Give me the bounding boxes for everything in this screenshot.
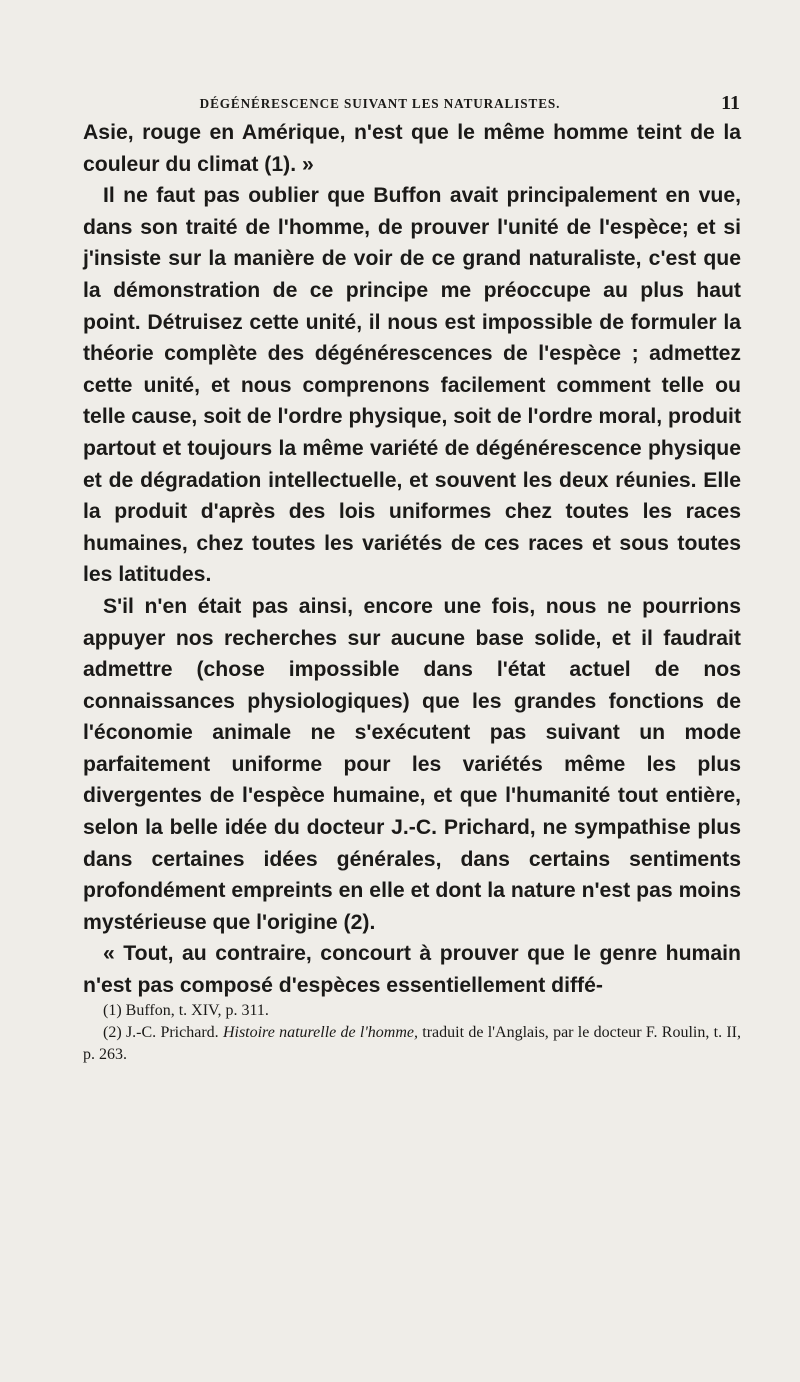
paragraph-continuation: Asie, rouge en Amérique, n'est que le même homme teint de la couleur du climat (1). » [83, 121, 741, 176]
footnote-text: Buffon, t. XIV, p. 311. [125, 1002, 269, 1019]
main-text [83, 117, 741, 1002]
footnote-marker: (2) [103, 1024, 122, 1041]
footnote-author: J.-C. Prichard. [125, 1024, 219, 1041]
paragraph-prichard: S'il n'en était pas ainsi, encore une fois, nous ne pourrions appuyer nos recherches sur aucune base solide, et il faudrait admettre (chose impossible dans l'état actuel de nos connaissances physiologiques) que les grandes fonctions de l'économie animale ne s'exécutent pas suivant un mode parfaitement uniforme pour les variétés même les plus divergentes de l'espèce humaine, et que l'humanité tout entière, selon la belle idée du docteur J.-C. Prichard, ne sympathise plus dans certaines idées générales, dans certains sentiments profondément empreints en elle et dont la nature n'est pas moins mystérieuse que l'origine (2). [83, 594, 741, 934]
footnote-1 [83, 1000, 741, 1022]
footnote-citation: traduit de l'Anglais, par le docteur F. Roulin, t. II, p. 263. [83, 1024, 741, 1063]
paragraph-buffon-unity: Il ne faut pas oublier que Buffon avait principalement en vue, dans son traité de l'homme, de prouver l'unité de l'espèce; et si j'insiste sur la manière de voir de ce grand naturaliste, c'est que la démonstration de ce principe me préoccupe au plus haut point. Détruisez cette unité, il nous est impossible de formuler la théorie complète des dégénérescences de l'espèce ; admettez cette unité, et nous comprenons facilement comment telle ou telle cause, soit de l'ordre physique, soit de l'ordre moral, produit partout et toujours la même variété de dégénérescence physique et de dégradation intellectuelle, et souvent les deux réunies. Elle la produit d'après des lois uniformes chez toutes les races humaines, chez toutes les variétés de ces races et sous toutes les latitudes. [83, 184, 741, 587]
running-title: DÉGÉNÉRESCENCE SUIVANT LES NATURALISTES. [199, 96, 561, 111]
footnote-work-title: Histoire naturelle de l'homme, [222, 1024, 418, 1041]
footnotes [83, 1000, 741, 1066]
paragraph-quotation-start: « Tout, au contraire, concourt à prouver que le genre humain n'est pas composé d'espèces essentiellement diffé- [83, 942, 741, 998]
footnote-2 [83, 1022, 741, 1066]
footnote-marker: (1) [103, 1002, 122, 1019]
page-number: 11 [721, 92, 740, 114]
running-header [100, 92, 740, 116]
